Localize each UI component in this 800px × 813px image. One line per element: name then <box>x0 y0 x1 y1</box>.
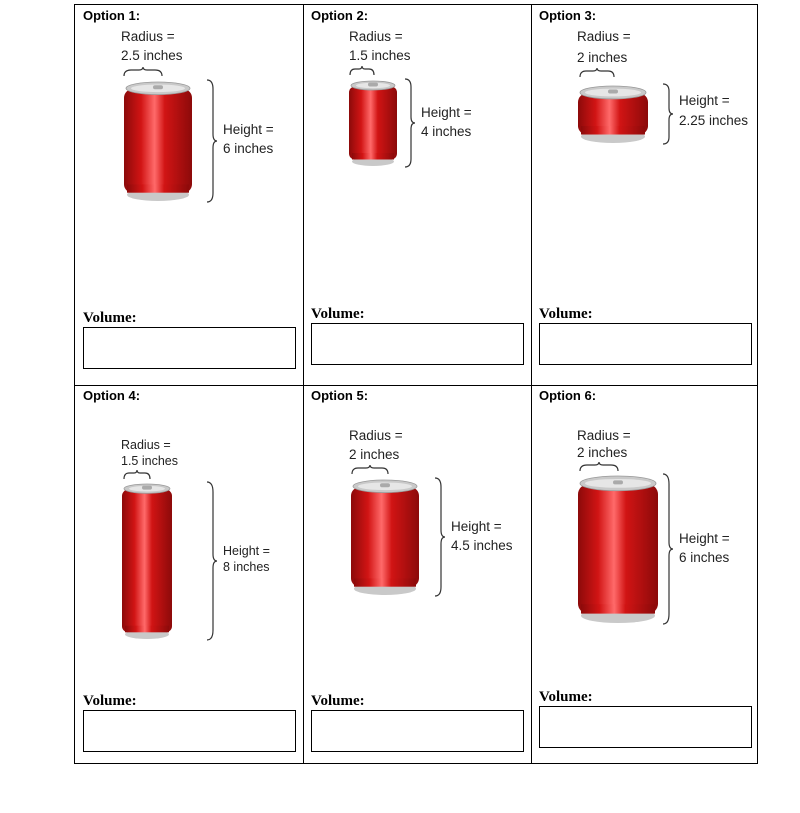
option-title: Option 2: <box>311 8 369 23</box>
height-value: 8 inches <box>223 560 270 574</box>
volume-label: Volume: <box>83 693 137 709</box>
volume-label: Volume: <box>539 306 593 322</box>
radius-value: 2.5 inches <box>121 48 183 63</box>
volume-answer-box[interactable] <box>539 323 752 365</box>
volume-label: Volume: <box>311 306 365 322</box>
option-title: Option 3: <box>539 8 597 23</box>
height-label: Height = <box>451 519 502 534</box>
height-brace <box>405 78 415 168</box>
height-value: 4.5 inches <box>451 538 513 553</box>
radius-value: 2 inches <box>577 50 628 65</box>
radius-label: Radius = <box>121 438 171 452</box>
radius-value: 1.5 inches <box>121 454 178 468</box>
radius-label: Radius = <box>577 29 631 44</box>
soda-can-image <box>577 473 659 625</box>
volume-answer-box[interactable] <box>311 710 524 752</box>
option-title: Option 4: <box>83 388 141 403</box>
height-brace <box>207 481 217 641</box>
radius-label: Radius = <box>577 428 631 443</box>
option-1-cell <box>75 5 303 385</box>
volume-label: Volume: <box>311 693 365 709</box>
radius-value: 2 inches <box>349 447 400 462</box>
radius-label: Radius = <box>121 29 175 44</box>
height-value: 4 inches <box>421 124 472 139</box>
option-6-cell <box>531 385 759 765</box>
volume-answer-box[interactable] <box>83 327 296 369</box>
radius-brace <box>349 66 375 76</box>
radius-label: Radius = <box>349 29 403 44</box>
option-5-cell <box>303 385 531 765</box>
height-brace <box>435 477 445 597</box>
height-value: 6 inches <box>679 550 730 565</box>
volume-answer-box[interactable] <box>311 323 524 365</box>
radius-brace <box>579 68 615 78</box>
radius-brace <box>123 67 163 77</box>
soda-can-image <box>348 78 398 168</box>
radius-value: 1.5 inches <box>349 48 411 63</box>
height-label: Height = <box>421 105 472 120</box>
soda-can-image <box>123 79 193 203</box>
option-3-cell <box>531 5 759 385</box>
soda-can-image <box>121 481 173 641</box>
radius-value: 2 inches <box>577 445 628 460</box>
radius-label: Radius = <box>349 428 403 443</box>
height-label: Height = <box>679 531 730 546</box>
height-brace <box>207 79 217 203</box>
soda-can-image <box>577 83 649 145</box>
height-label: Height = <box>223 122 274 137</box>
height-value: 2.25 inches <box>679 113 749 128</box>
volume-answer-box[interactable] <box>83 710 296 752</box>
height-label: Height = <box>223 544 270 558</box>
soda-can-image <box>350 477 420 597</box>
option-title: Option 6: <box>539 388 597 403</box>
volume-label: Volume: <box>83 310 137 326</box>
options-table <box>74 4 758 764</box>
volume-answer-box[interactable] <box>539 706 752 748</box>
height-brace <box>663 83 673 145</box>
option-4-cell <box>75 385 303 765</box>
height-label: Height = <box>679 93 730 108</box>
volume-label: Volume: <box>539 689 593 705</box>
option-title: Option 1: <box>83 8 141 23</box>
radius-brace <box>123 470 151 480</box>
height-brace <box>663 473 673 625</box>
option-title: Option 5: <box>311 388 369 403</box>
radius-brace <box>579 462 619 472</box>
height-value: 6 inches <box>223 141 274 156</box>
option-2-cell <box>303 5 531 385</box>
radius-brace <box>351 465 389 475</box>
